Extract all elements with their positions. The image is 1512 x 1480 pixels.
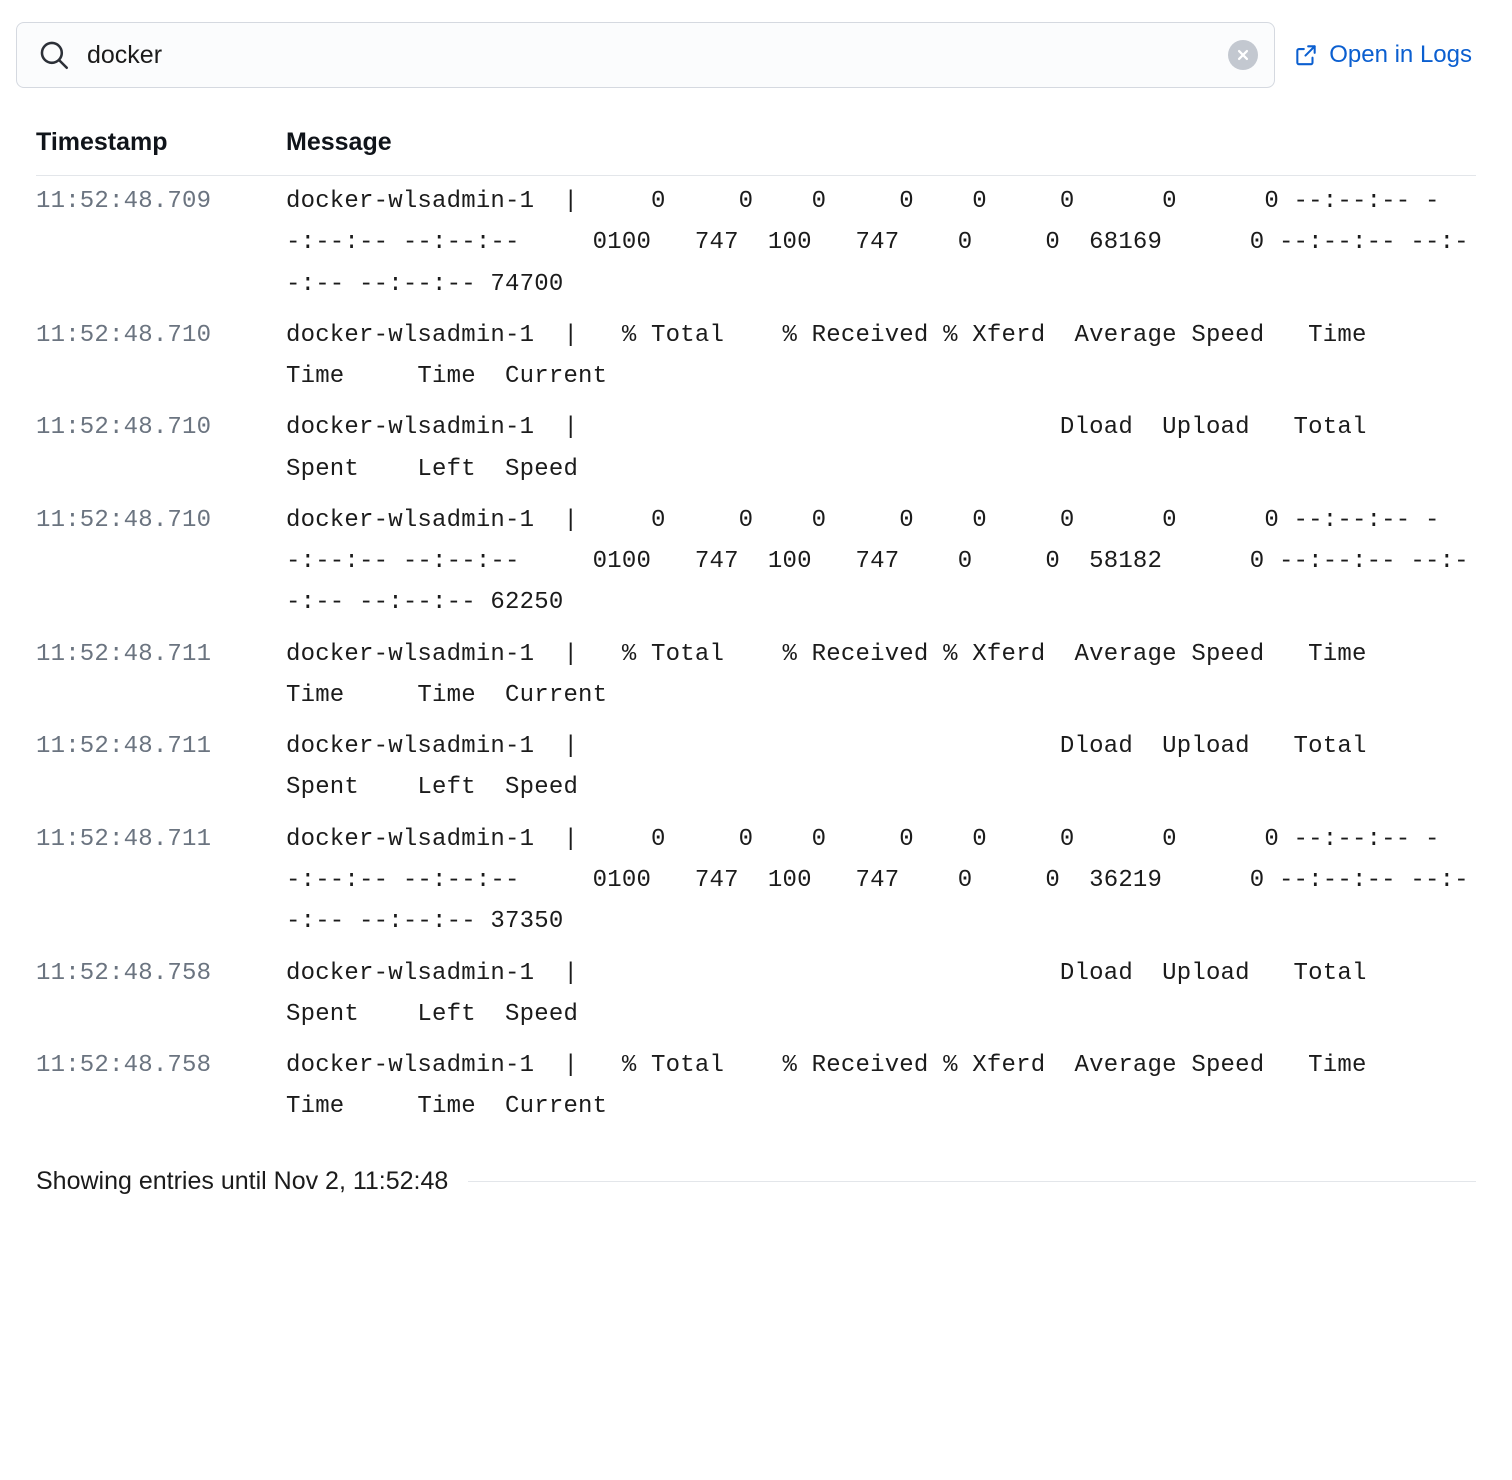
- log-message: docker-wlsadmin-1 | Dload Upload Total Spent Left Speed: [286, 414, 1411, 483]
- log-message: docker-wlsadmin-1 | 0 0 0 0 0 0 0 0 --:--:-- --:--:-- --:--:-- 0100 747 100 747 0 0 58182 0 --:--:-- --:--:-- --:--:-- 62250: [286, 506, 1469, 617]
- open-in-logs-label: Open in Logs: [1329, 41, 1472, 68]
- log-table: [36, 128, 1476, 1133]
- log-message: docker-wlsadmin-1 | Dload Upload Total Spent Left Speed: [286, 733, 1411, 802]
- log-table-header: [36, 128, 1476, 176]
- clear-search-button[interactable]: [1228, 40, 1258, 70]
- search-input[interactable]: [87, 41, 1212, 70]
- log-table-container: [0, 128, 1512, 1133]
- external-link-icon: [1293, 42, 1319, 68]
- log-timestamp: 11:52:48.710: [36, 321, 212, 349]
- log-message: docker-wlsadmin-1 | 0 0 0 0 0 0 0 0 --:--:-- --:--:-- --:--:-- 0100 747 100 747 0 0 68169 0 --:--:-- --:--:-- --:--:-- 74700: [286, 188, 1469, 298]
- search-box[interactable]: [16, 22, 1275, 88]
- log-timestamp: 11:52:48.758: [36, 1052, 212, 1080]
- table-row[interactable]: [36, 402, 1476, 495]
- table-row[interactable]: [36, 629, 1476, 722]
- table-row[interactable]: [36, 721, 1476, 814]
- log-timestamp: 11:52:48.711: [36, 825, 212, 853]
- column-header-message: Message: [286, 128, 1476, 176]
- column-header-timestamp: Timestamp: [36, 128, 286, 176]
- log-timestamp: 11:52:48.758: [36, 959, 212, 987]
- showing-entries-label: Showing entries until Nov 2, 11:52:48: [36, 1166, 449, 1195]
- table-row[interactable]: [36, 1040, 1476, 1133]
- log-message: docker-wlsadmin-1 | Dload Upload Total Spent Left Speed: [286, 959, 1411, 1028]
- search-toolbar: [0, 0, 1512, 88]
- open-in-logs-link[interactable]: [1293, 41, 1476, 69]
- log-message: docker-wlsadmin-1 | 0 0 0 0 0 0 0 0 --:--:-- --:--:-- --:--:-- 0100 747 100 747 0 0 36219 0 --:--:-- --:--:-- --:--:-- 37350: [286, 825, 1469, 936]
- log-table-body: [36, 176, 1476, 1133]
- search-icon: [37, 38, 71, 72]
- log-message: docker-wlsadmin-1 | % Total % Received % Xferd Average Speed Time Time Time Current: [286, 1052, 1425, 1121]
- footer-status: [0, 1133, 1512, 1196]
- table-row[interactable]: [36, 495, 1476, 629]
- footer-divider: [468, 1181, 1476, 1182]
- log-message: docker-wlsadmin-1 | % Total % Received % Xferd Average Speed Time Time Time Current: [286, 321, 1425, 391]
- log-timestamp: 11:52:48.711: [36, 733, 212, 761]
- table-row[interactable]: [36, 176, 1476, 310]
- table-row[interactable]: [36, 948, 1476, 1041]
- log-message: docker-wlsadmin-1 | % Total % Received % Xferd Average Speed Time Time Time Current: [286, 640, 1425, 709]
- table-row[interactable]: [36, 814, 1476, 948]
- log-timestamp: 11:52:48.711: [36, 640, 212, 668]
- table-row[interactable]: [36, 310, 1476, 403]
- log-timestamp: 11:52:48.710: [36, 506, 212, 534]
- log-timestamp: 11:52:48.709: [36, 188, 212, 215]
- log-timestamp: 11:52:48.710: [36, 414, 212, 442]
